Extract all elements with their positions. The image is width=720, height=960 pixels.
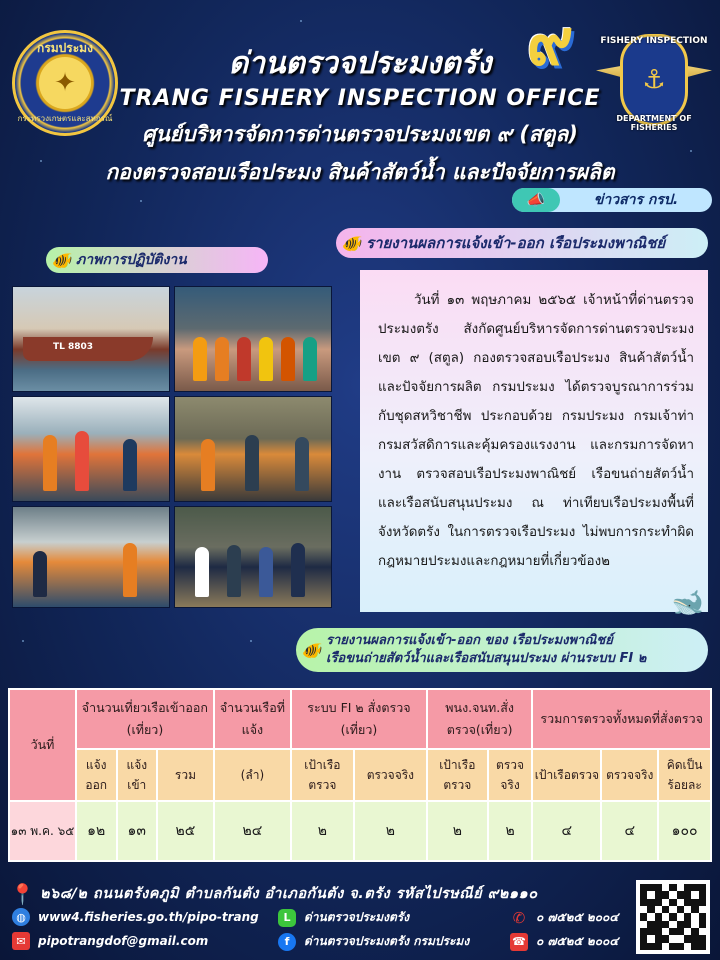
logo-right-top-text: FISHERY INSPECTION (600, 36, 708, 46)
fi2-report-tab (296, 628, 708, 672)
fi2-tab-line1: รายงานผลการแจ้งเข้า-ออก ของ เรือประมงพาณิชย์ (326, 633, 613, 648)
fish-icon: 🐠 (341, 233, 361, 253)
fax-number: ๐ ๗๕๒๕ ๒๐๐๔ (536, 934, 619, 948)
subheader: ตรวจจริง (488, 749, 533, 801)
facebook-icon: f (278, 933, 296, 951)
logo-right-bottom-text: DEPARTMENT OF FISHERIES (616, 114, 692, 132)
fish-icon: 🐠 (51, 250, 71, 270)
news-label: ข่าวสาร กรป. (593, 192, 679, 208)
header-police: พนง.จนท.สั่งตรวจ(เที่ยว) (427, 689, 532, 749)
shield-icon: ⚓ (620, 34, 688, 126)
facebook-row[interactable] (278, 932, 469, 951)
header-vessels: จำนวนเรือที่แจ้ง (214, 689, 291, 749)
zone-number-badge: ๙ (526, 5, 574, 80)
photo-crew-inspection (12, 396, 170, 502)
subheader: ตรวจจริง (354, 749, 427, 801)
division-title: กองตรวจสอบเรือประมง สินค้าสัตว์น้ำ และปัจจัยการผลิต (105, 160, 615, 184)
subheader: เป้าเรือตรวจ (532, 749, 601, 801)
address-row (10, 881, 538, 906)
vessel-report-table (8, 688, 712, 862)
table-cell: ๒๔ (214, 801, 291, 861)
email-row[interactable] (12, 932, 208, 950)
table-cell: ๒๕ (157, 801, 214, 861)
phone-number[interactable]: ๐ ๗๕๒๕ ๒๐๐๔ (536, 910, 619, 924)
office-title-english: TRANG FISHERY INSPECTION OFFICE (119, 86, 601, 111)
qr-code[interactable] (636, 880, 710, 954)
subheader: คิดเป็นร้อยละ (658, 749, 711, 801)
header-trips: จำนวนเที่ยวเรือเข้าออก (เที่ยว) (76, 689, 214, 749)
table-cell: ๒ (291, 801, 354, 861)
subheader: รวม (157, 749, 214, 801)
report-body: วันที่ ๑๓ พฤษภาคม ๒๕๖๕ เจ้าหน้าที่ด่านตรวจประมงตรัง สังกัดศูนย์บริหารจัดการด่านตรวจประมง เขต ๙ (สตูล) กองตรวจสอบเรือประมง สินค้าสัตว์น้ำ และปัจจัยการผลิต กรมประมง ได้ตรวจบูรณาการร่วมกับชุดสหวิชาชีพ ประกอบด้วย กรมประมง กรมเจ้าท่า กรมสวัสดิการและคุ้มครองแรงงาน และกรมการจัดหางาน ตรวจสอบเรือประมงพาณิชย์ เรือขนถ่ายสัตว์น้ำและเรือสนับสนุนประมง ณ ท่าเทียบเรือประมงพื้นที่จังหวัดตรัง ในการตรวจเรือประมง ไม่พบการกระทำผิดกฎหมายประมงและกฎหมายที่เกี่ยวข้อง๒ (378, 293, 694, 569)
header-date: วันที่ (9, 689, 76, 801)
activity-photos-tab (46, 247, 268, 273)
line-row[interactable] (278, 908, 409, 927)
globe-icon: ◍ (12, 908, 30, 926)
subheader: เป้าเรือตรวจ (291, 749, 354, 801)
table-row (9, 801, 711, 861)
phone-row[interactable] (510, 908, 618, 927)
table-cell: ๒ (427, 801, 488, 861)
report-tab (336, 228, 708, 258)
website-row[interactable] (12, 908, 259, 926)
logo-left-bottom-text: กระทรวงเกษตรและสหกรณ์ (17, 114, 113, 123)
office-title-thai: ด่านตรวจประมงตรัง (228, 46, 492, 81)
table-cell: ๑๓ (117, 801, 158, 861)
center-title: ศูนย์บริหารจัดการด่านตรวจประมงเขต ๙ (สตูล) (142, 122, 578, 146)
location-pin-icon: 📍 (10, 881, 36, 906)
table-cell: ๒ (488, 801, 533, 861)
fax-row (510, 932, 618, 951)
photo-fishing-boats: TL 8803 (12, 286, 170, 392)
address-text: ๒๖๘/๒ ถนนตรังคภูมิ ตำบลกันตัง อำเภอกันตัง จ.ตรัง รหัสไปรษณีย์ ๙๒๑๑๐ (40, 886, 538, 902)
subheader: (ลำ) (214, 749, 291, 801)
megaphone-icon: 📣 (512, 188, 560, 212)
photo-officials-table (12, 506, 170, 608)
whale-icon: 🐋 (671, 588, 704, 618)
subheader: แจ้งออก (76, 749, 117, 801)
report-text-box (360, 270, 708, 618)
subheader: แจ้งเข้า (117, 749, 158, 801)
photo-team-group (174, 286, 332, 392)
line-account[interactable]: ด่านตรวจประมงตรัง (304, 910, 410, 924)
table-cell: ๒ (354, 801, 427, 861)
line-app-icon: L (278, 909, 296, 927)
contact-footer (0, 874, 720, 960)
header-total: รวมการตรวจทั้งหมดที่สั่งตรวจ (532, 689, 711, 749)
website-link[interactable]: www4.fisheries.go.th/pipo-trang (38, 910, 259, 924)
phone-icon: ✆ (512, 908, 526, 927)
facebook-page[interactable]: ด่านตรวจประมงตรัง กรมประมง (304, 934, 470, 948)
fi2-tab-line2: เรือขนถ่ายสัตว์น้ำและเรือสนับสนุนประมง ผ่านระบบ FI ๒ (326, 651, 647, 666)
header-fi2: ระบบ FI ๒ สั่งตรวจ (เที่ยว) (291, 689, 427, 749)
table-cell: ๑๒ (76, 801, 117, 861)
activity-photo-grid (12, 286, 332, 608)
subheader: ตรวจจริง (601, 749, 658, 801)
mail-icon: ✉ (12, 932, 30, 950)
table-cell: ๑๐๐ (658, 801, 711, 861)
activity-tab-label: ภาพการปฏิบัติงาน (76, 252, 187, 268)
row-date: ๑๓ พ.ค. ๖๕ (9, 801, 76, 861)
photo-document-check (174, 396, 332, 502)
garuda-emblem-icon: ✦ (39, 57, 91, 109)
subheader: เป้าเรือตรวจ (427, 749, 488, 801)
fax-icon: ☎ (510, 933, 528, 951)
table-cell: ๔ (601, 801, 658, 861)
table-cell: ๔ (532, 801, 601, 861)
report-tab-label: รายงานผลการแจ้งเข้า-ออก เรือประมงพาณิชย์ (366, 234, 666, 252)
photo-pier-team (174, 506, 332, 608)
fish-icon: 🐠 (301, 640, 321, 660)
logo-left-top-text: กรมประมง (37, 41, 93, 55)
news-label-pill (512, 188, 712, 212)
email-link[interactable]: pipotrangdof@gmail.com (38, 934, 209, 948)
